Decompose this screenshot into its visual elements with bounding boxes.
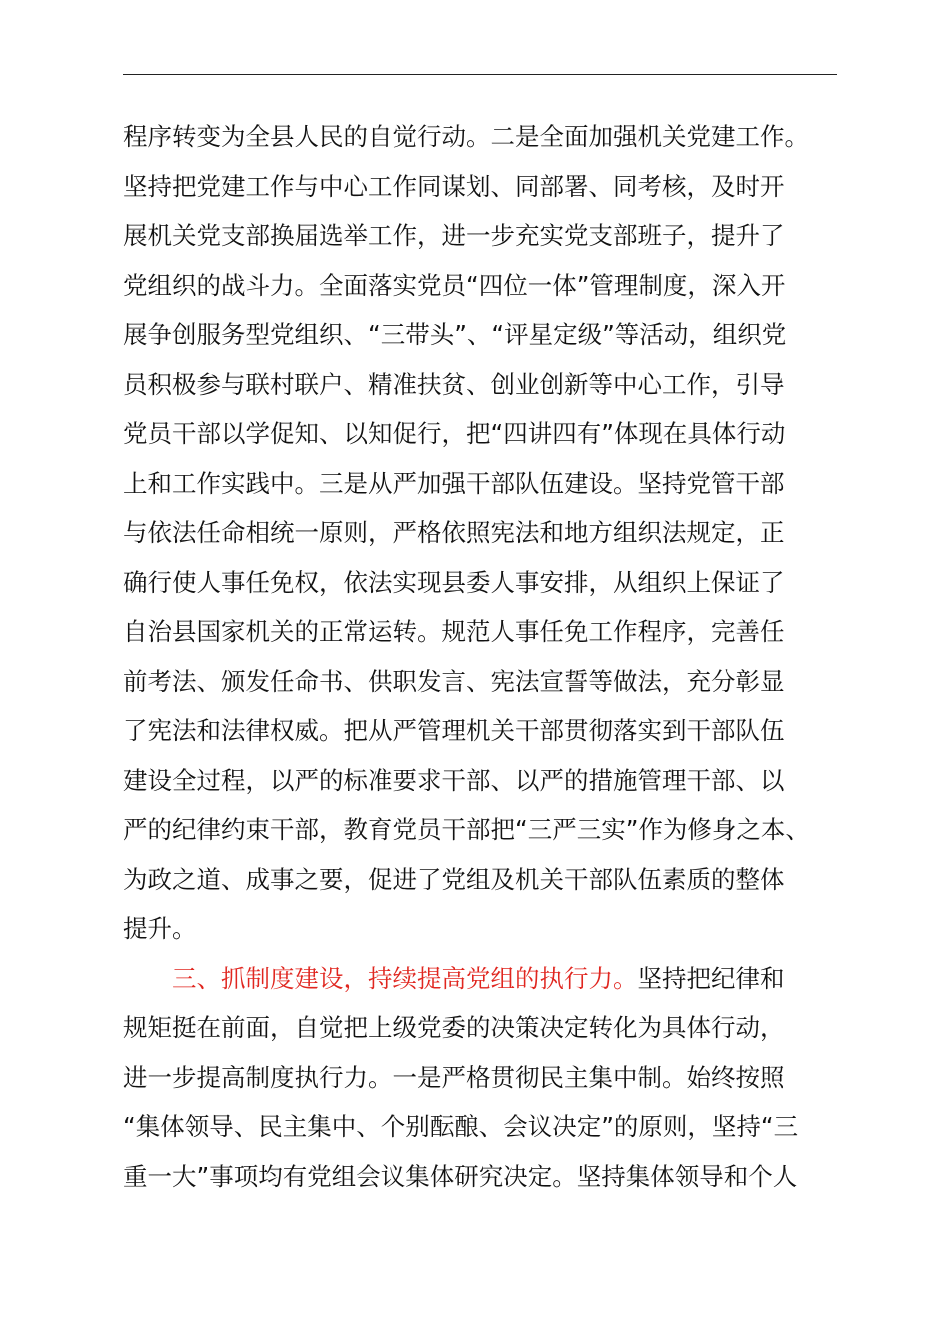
text-line: “集体领导、民主集中、个别酝酿、会议决定”的原则，坚持“三	[123, 1112, 799, 1141]
text-line: 程序转变为全县人民的自觉行动。二是全面加强机关党建工作。	[123, 122, 809, 151]
section-3-first-line-text: 坚持把纪律和	[637, 963, 785, 993]
text-line: 了宪法和法律权威。把从严管理机关干部贯彻落实到干部队伍	[123, 716, 785, 745]
text-line: 重一大”事项均有党组会议集体研究决定。坚持集体领导和个人	[123, 1161, 798, 1191]
section-3-first-line	[123, 954, 843, 1004]
document-body	[123, 112, 843, 1201]
text-line: 提升。	[123, 914, 197, 943]
text-line: 确行使人事任免权，依法实现县委人事安排，从组织上保证了	[123, 567, 785, 597]
text-line: 建设全过程，以严的标准要求干部、以严的措施管理干部、以	[123, 765, 785, 795]
section-3-paragraph	[123, 954, 843, 1202]
text-line: 展机关党支部换届选举工作，进一步充实党支部班子，提升了	[123, 221, 785, 250]
text-line: 员积极参与联村联户、精准扶贫、创业创新等中心工作，引导	[123, 369, 785, 399]
text-line: 为政之道、成事之要，促进了党组及机关干部队伍素质的整体	[123, 864, 785, 894]
text-line: 自治县国家机关的正常运转。规范人事任免工作程序，完善任	[123, 617, 785, 646]
header-rule	[123, 74, 837, 75]
text-line: 坚持把党建工作与中心工作同谋划、同部署、同考核，及时开	[123, 171, 785, 201]
text-line: 党员干部以学促知、以知促行，把“四讲四有”体现在具体行动	[123, 419, 786, 448]
text-line: 进一步提高制度执行力。一是严格贯彻民主集中制。始终按照	[123, 1062, 785, 1092]
text-line: 严的纪律约束干部，教育党员干部把“三严三实”作为修身之本、	[123, 815, 810, 844]
text-line: 与依法任命相统一原则，严格依照宪法和地方组织法规定，正	[123, 518, 785, 547]
paragraph-continuation	[123, 112, 843, 954]
text-line: 展争创服务型党组织、“三带头”、“评星定级”等活动，组织党	[123, 320, 787, 349]
text-line: 前考法、颁发任命书、供职发言、宪法宣誓等做法，充分彰显	[123, 666, 785, 696]
text-line: 党组织的战斗力。全面落实党员“四位一体”管理制度，深入开	[123, 270, 786, 300]
section-3-heading: 三、抓制度建设，持续提高党组的执行力。	[172, 963, 638, 993]
text-line: 上和工作实践中。三是从严加强干部队伍建设。坚持党管干部	[123, 468, 785, 498]
text-line: 规矩挺在前面，自觉把上级党委的决策决定转化为具体行动，	[123, 1013, 785, 1042]
